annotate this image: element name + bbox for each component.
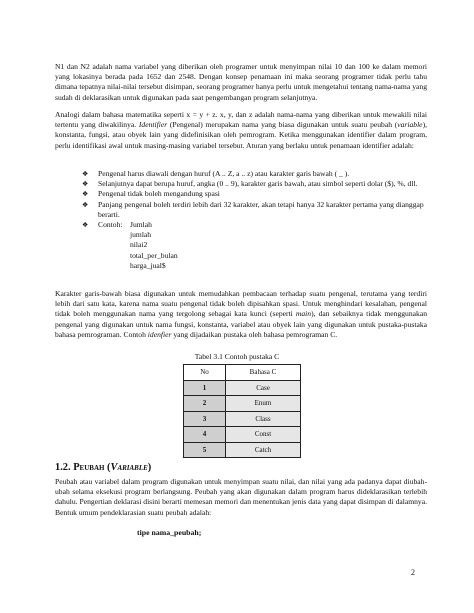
paragraph-identifier-part-b: (Pengenal) merupakan nama yang biasa digunakan untuk suatu peubah ( [167,120,398,130]
paragraph-identifier-part-a: Analogi dalam bahasa matematika seperti x = y + z. x, y, dan z adalah nama-nama yang diberikan untuk mewakili nilai tertentu yang diwakilinya. [55,110,427,130]
row-number: 4 [184,427,226,443]
contoh-label: Contoh: [98,220,123,230]
rule-text: Selanjutnya dapat berupa huruf, angka (0 .. 9), karakter garis bawah, atau simbol seperti dolar ($), %, dll. [98,179,418,189]
diamond-cross-bullet-icon: ❖ [82,221,89,230]
examples-list [130,220,178,271]
example-identifier: total_per_bulan [130,250,178,260]
table-row [184,396,301,412]
paragraph-garis-bawah-part-b: ), dan sebaiknya tidak menggunakan pengenal yang digunakan untuk nama fungsi, konstanta, variabel atau obyek lain yang digunakan untuk pustaka-pustaka bahasa pemrograman. Contoh [55,309,427,339]
table-caption: Tabel 3.1 Contoh pustaka C [194,352,280,361]
section-title-english: Variable [110,462,148,473]
paragraph-identifier-part-c: ), konstanta, fungsi, atau obyek lain yang didefinisikan oleh pemrogram. Ketika menggunakan identifier dalam program, perlu identifikasi awal untuk masing-masing variabel tersebut. Aturan yang berlaku untuk penamaan identifier adalah: [55,120,427,150]
list-item [82,189,427,199]
table-header-row [184,365,301,381]
paragraph-garis-bawah-part-a: Karakter garis-bawah biasa digunakan untuk memudahkan pembacaan terhadap suatu pengenal, terutama yang terdiri lebih dari satu kata, karena nama suatu pengenal tidak boleh dipisahkan spasi. Untuk menghindari kesalahan, pengenal tidak boleh menggunakan nama yang tergolong sebagai kata kunci (seperti [55,289,427,319]
diamond-cross-bullet-icon: ❖ [82,170,89,178]
list-item [82,179,427,189]
section-number: 1.2. [55,462,71,473]
section-paren-close: ) [147,462,152,473]
paragraph-identifier [55,110,427,151]
row-number: 1 [184,380,226,396]
declaration-syntax: tipe nama_peubah; [137,528,202,537]
identifier-rules-list [82,169,427,270]
page-number: 2 [411,568,415,577]
paragraph-garis-bawah-part-c: yang dijadaikan pustaka oleh bahasa pemrograman C. [171,329,338,339]
example-identifier: Jumlah [130,220,152,230]
rule-text: Panjang pengenal boleh terdiri lebih dari 32 karakter, akan tetapi hanya 32 karakter pertama yang dianggap berarti. [98,199,424,219]
table-row [184,411,301,427]
table-row [184,442,301,458]
identifier-term: Identifier [138,120,168,130]
paragraph-garis-bawah [55,289,427,340]
main-term: main [295,309,312,319]
section-paren-open: ( [104,462,111,473]
paragraph-n1-n2: N1 dan N2 adalah nama variabel yang diberikan oleh programer untuk menyimpan nilai 10 dan 100 ke dalam memori yang lokasinya berada pada 1652 dan 2548. Dengan konsep penamaan ini maka seorang programer tidak perlu tahu dimana tepatnya nilai-nilai tersebut disimpan, seorang programer hanya perlu untuk mengetahui tentang nama-nama yang sudah di deklarasikan untuk digunakan pada saat pengembangan program selanjutnya. [55,62,427,102]
column-header-no: No [184,365,226,381]
paragraph-peubah: Peubah atau variabel dalam program digunakan untuk menyimpan suatu nilai, dan nilai yang ada padanya dapat diubah-ubah selama eksekusi program berlangsung. Peubah yang akan digunakan dalam program harus dideklarasikan terlebih dahulu. Pengertian deklarasi disini berarti memesan memori dan menentukan jenis data yang dapat disimpan di dalamnya. Bentuk umum pendeklarasian suatu peubah adalah: [55,477,427,517]
table-row [184,380,301,396]
example-identifier: jumlah [130,230,152,240]
table-row [184,427,301,443]
row-number: 2 [184,396,226,412]
keyword-cell: Class [226,411,301,427]
column-header-bahasa-c: Bahasa C [226,365,301,381]
list-item [82,220,427,270]
list-item [82,200,427,220]
rule-text: Pengenal tidak boleh mengandung spasi [98,189,220,199]
diamond-cross-bullet-icon: ❖ [82,180,89,189]
row-number: 3 [184,411,226,427]
example-identifier: harga_jual$ [130,260,166,270]
keyword-cell: Catch [226,442,301,458]
idenfier-term: idenfier [147,329,172,339]
section-heading [55,462,151,473]
section-title: Peubah [73,462,105,473]
diamond-cross-bullet-icon: ❖ [82,200,89,209]
c-library-table [183,364,301,458]
keyword-cell: Enum [226,396,301,412]
example-identifier: nilai2 [130,240,148,250]
list-item [82,169,427,179]
row-number: 5 [184,442,226,458]
keyword-cell: Const [226,427,301,443]
diamond-cross-bullet-icon: ❖ [82,190,89,199]
variable-term: variable [397,120,423,130]
keyword-cell: Case [226,380,301,396]
rule-text: Pengenal harus diawali dengan huruf (A .. Z, a .. z) atau karakter garis bawah ( _ ). [98,169,350,178]
